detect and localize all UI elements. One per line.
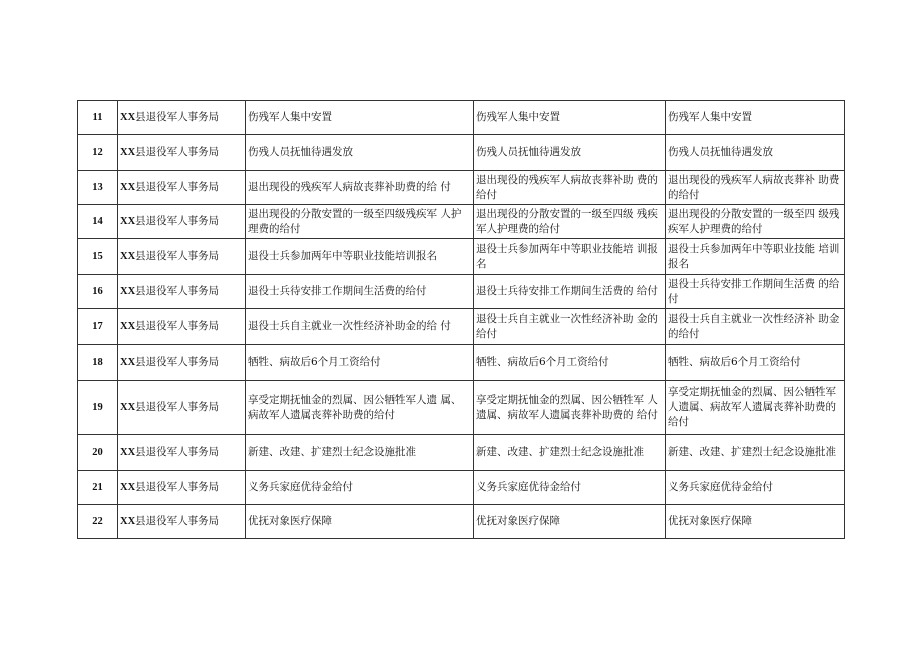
item-cell-2: 退役士兵自主就业一次性经济补助 金的给付 bbox=[474, 309, 666, 345]
item-cell-3: 伤残人员抚恤待遇发放 bbox=[666, 135, 845, 171]
item-cell-2: 退出现役的残疾军人病故丧葬补助 费的给付 bbox=[474, 171, 666, 205]
item-cell-3: 义务兵家庭优待金给付 bbox=[666, 471, 845, 505]
table-row bbox=[78, 345, 845, 381]
department-prefix: XX bbox=[120, 251, 136, 262]
table-row bbox=[78, 381, 845, 435]
item-cell-2: 退役士兵待安排工作期间生活费的 给付 bbox=[474, 275, 666, 309]
department-name: 县退役军人事务局 bbox=[135, 181, 220, 193]
department-cell bbox=[118, 435, 246, 471]
item-cell-3: 退役士兵参加两年中等职业技能 培训报名 bbox=[666, 239, 845, 275]
row-number: 14 bbox=[78, 205, 118, 239]
row-number: 15 bbox=[78, 239, 118, 275]
row-number: 17 bbox=[78, 309, 118, 345]
item-cell-2: 优抚对象医疗保障 bbox=[474, 505, 666, 539]
table-row bbox=[78, 205, 845, 239]
item-cell-3: 退出现役的残疾军人病故丧葬补 助费的给付 bbox=[666, 171, 845, 205]
table-row bbox=[78, 239, 845, 275]
row-number: 21 bbox=[78, 471, 118, 505]
item-cell-1: 退役士兵待安排工作期间生活费的给付 bbox=[246, 275, 474, 309]
item-cell-2: 新建、改建、扩建烈士纪念设施批准 bbox=[474, 435, 666, 471]
item-cell-3: 新建、改建、扩建烈士纪念设施批准 bbox=[666, 435, 845, 471]
department-name: 县退役军人事务局 bbox=[135, 481, 220, 493]
item-cell-1: 义务兵家庭优待金给付 bbox=[246, 471, 474, 505]
row-number: 13 bbox=[78, 171, 118, 205]
item-cell-1: 享受定期抚恤金的烈属、因公牺牲军人遗 属、病故军人遗属丧葬补助费的给付 bbox=[246, 381, 474, 435]
table-body bbox=[78, 101, 845, 539]
table-row bbox=[78, 171, 845, 205]
row-number: 16 bbox=[78, 275, 118, 309]
department-cell bbox=[118, 205, 246, 239]
department-prefix: XX bbox=[120, 216, 136, 227]
item-cell-1: 优抚对象医疗保障 bbox=[246, 505, 474, 539]
item-cell-3: 优抚对象医疗保障 bbox=[666, 505, 845, 539]
row-number: 18 bbox=[78, 345, 118, 381]
department-prefix: XX bbox=[120, 286, 136, 297]
department-prefix: XX bbox=[120, 357, 136, 368]
department-name: 县退役军人事务局 bbox=[135, 111, 220, 123]
department-cell bbox=[118, 309, 246, 345]
department-cell bbox=[118, 171, 246, 205]
item-cell-3: 享受定期抚恤金的烈属、因公牺牲军人遗属、病故军人遗属丧葬补助费的给付 bbox=[666, 381, 845, 435]
department-cell bbox=[118, 345, 246, 381]
item-cell-2: 享受定期抚恤金的烈属、因公牺牲军 人遗属、病故军人遗属丧葬补助费的 给付 bbox=[474, 381, 666, 435]
item-cell-1: 伤残人员抚恤待遇发放 bbox=[246, 135, 474, 171]
department-cell bbox=[118, 505, 246, 539]
item-cell-3: 牺牲、病故后6个月工资给付 bbox=[666, 345, 845, 381]
department-name: 县退役军人事务局 bbox=[135, 446, 220, 458]
item-cell-2: 伤残人员抚恤待遇发放 bbox=[474, 135, 666, 171]
department-cell bbox=[118, 275, 246, 309]
item-cell-2: 义务兵家庭优待金给付 bbox=[474, 471, 666, 505]
department-prefix: XX bbox=[120, 321, 136, 332]
item-cell-2: 退役士兵参加两年中等职业技能培 训报名 bbox=[474, 239, 666, 275]
department-name: 县退役军人事务局 bbox=[135, 285, 220, 297]
department-prefix: XX bbox=[120, 482, 136, 493]
item-cell-3: 退役士兵自主就业一次性经济补 助金的给付 bbox=[666, 309, 845, 345]
department-cell bbox=[118, 239, 246, 275]
department-prefix: XX bbox=[120, 112, 136, 123]
department-prefix: XX bbox=[120, 182, 136, 193]
department-name: 县退役军人事务局 bbox=[135, 320, 220, 332]
service-items-table bbox=[77, 100, 845, 539]
item-cell-3: 退出现役的分散安置的一级至四 级残疾军人护理费的给付 bbox=[666, 205, 845, 239]
department-prefix: XX bbox=[120, 402, 136, 413]
row-number: 20 bbox=[78, 435, 118, 471]
department-name: 县退役军人事务局 bbox=[135, 215, 220, 227]
row-number: 12 bbox=[78, 135, 118, 171]
department-cell bbox=[118, 471, 246, 505]
department-name: 县退役军人事务局 bbox=[135, 250, 220, 262]
row-number: 22 bbox=[78, 505, 118, 539]
department-prefix: XX bbox=[120, 147, 136, 158]
row-number: 19 bbox=[78, 381, 118, 435]
table-row bbox=[78, 135, 845, 171]
table-row bbox=[78, 505, 845, 539]
item-cell-2: 牺牲、病故后6个月工资给付 bbox=[474, 345, 666, 381]
department-cell bbox=[118, 101, 246, 135]
item-cell-1: 退役士兵自主就业一次性经济补助金的给 付 bbox=[246, 309, 474, 345]
item-cell-1: 伤残军人集中安置 bbox=[246, 101, 474, 135]
department-name: 县退役军人事务局 bbox=[135, 515, 220, 527]
item-cell-1: 退役士兵参加两年中等职业技能培训报名 bbox=[246, 239, 474, 275]
department-name: 县退役军人事务局 bbox=[135, 401, 220, 413]
row-number: 11 bbox=[78, 101, 118, 135]
item-cell-2: 退出现役的分散安置的一级至四级 残疾军人护理费的给付 bbox=[474, 205, 666, 239]
table-row bbox=[78, 435, 845, 471]
item-cell-3: 伤残军人集中安置 bbox=[666, 101, 845, 135]
item-cell-1: 退出现役的残疾军人病故丧葬补助费的给 付 bbox=[246, 171, 474, 205]
table-row bbox=[78, 101, 845, 135]
item-cell-1: 新建、改建、扩建烈士纪念设施批准 bbox=[246, 435, 474, 471]
department-prefix: XX bbox=[120, 516, 136, 527]
item-cell-1: 退出现役的分散安置的一级至四级残疾军 人护理费的给付 bbox=[246, 205, 474, 239]
table-row bbox=[78, 471, 845, 505]
item-cell-1: 牺牲、病故后6个月工资给付 bbox=[246, 345, 474, 381]
department-prefix: XX bbox=[120, 447, 136, 458]
department-cell bbox=[118, 381, 246, 435]
table-row bbox=[78, 275, 845, 309]
department-name: 县退役军人事务局 bbox=[135, 146, 220, 158]
item-cell-2: 伤残军人集中安置 bbox=[474, 101, 666, 135]
item-cell-3: 退役士兵待安排工作期间生活费 的给付 bbox=[666, 275, 845, 309]
department-name: 县退役军人事务局 bbox=[135, 356, 220, 368]
table-row bbox=[78, 309, 845, 345]
department-cell bbox=[118, 135, 246, 171]
